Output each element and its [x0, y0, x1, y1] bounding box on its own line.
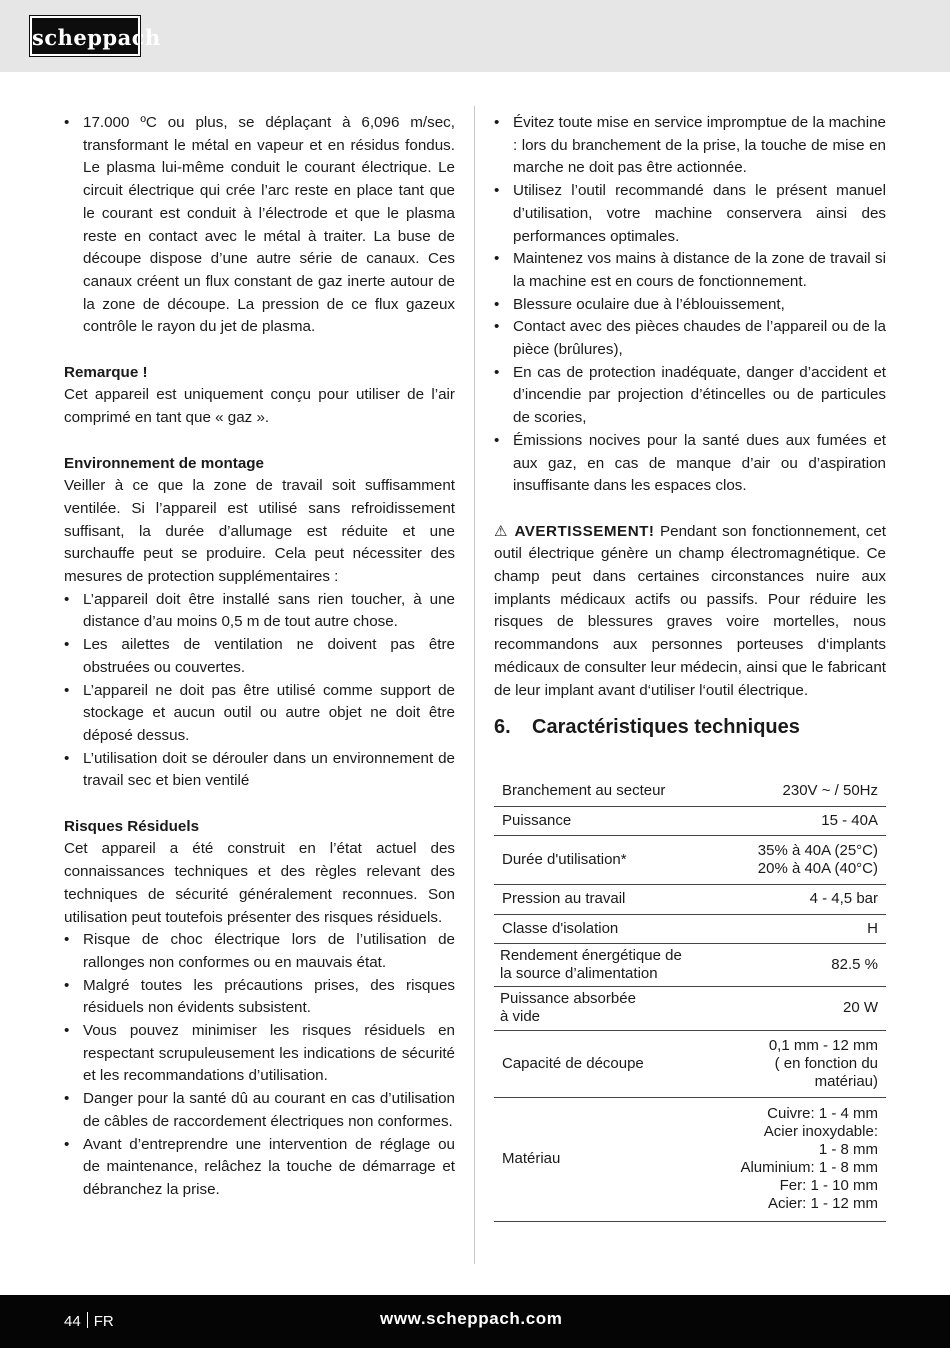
warning-triangle-icon: ⚠: [494, 522, 509, 540]
list-item: • Utilisez l’outil recommandé dans le présent manuel d’utilisation, votre machine conservera ainsi des performances optimales.: [494, 180, 886, 248]
column-divider: [474, 106, 475, 1264]
spec-value: 230V ~ / 50Hz: [714, 776, 886, 806]
spec-label: Branchement au secteur: [494, 776, 714, 806]
page-header: [0, 0, 950, 72]
list-item: • L’appareil doit être installé sans rien toucher, à une distance d’au moins 0,5 m de tout autre chose.: [64, 589, 455, 634]
spec-label: Capacité de découpe: [494, 1030, 714, 1097]
page-footer: [0, 1295, 950, 1348]
list-item: • Danger pour la santé dû au courant en cas d’utilisation de câbles de raccordement électriques non conformes.: [64, 1088, 455, 1133]
table-row: [494, 1030, 886, 1097]
list-item: • Risque de choc électrique lors de l’utilisation de rallonges non conformes ou en mauvais état.: [64, 929, 455, 974]
spec-value: 4 - 4,5 bar: [714, 884, 886, 914]
list-item: • Avant d’entreprendre une intervention de réglage ou de maintenance, relâchez la touche de démarrage et débranchez la prise.: [64, 1134, 455, 1202]
warning-text: Pendant son fonctionnement, cet outil électrique génère un champ électromagnétique. Ce champ peut dans certaines circonstances nuire aux implants médicaux actifs ou passifs. Pour réduire les risques de blessures graves voire mortelles, nous recommandons aux personnes porteuses d‘implants médicaux de consulter leur médecin, ainsi que le fabricant de leur implant avant d‘utiliser l‘outil électrique.: [494, 522, 886, 699]
list-item: • Évitez toute mise en service impromptue de la machine : lors du branchement de la prise, la touche de mise en marche ne doit pas être actionnée.: [494, 112, 886, 180]
list-item: • Contact avec des pièces chaudes de l’appareil ou de la pièce (brûlures),: [494, 316, 886, 361]
list-item: • L’appareil ne doit pas être utilisé comme support de stockage et aucun outil ou autre objet ne doit être déposé dessus.: [64, 680, 455, 748]
table-row: [494, 835, 886, 884]
table-row: [494, 776, 886, 806]
spec-value: H: [714, 914, 886, 943]
spec-label: Puissance absorbée à vide: [494, 986, 714, 1030]
section-number: 6.: [494, 716, 511, 739]
website-link[interactable]: www.scheppach.com: [380, 1309, 563, 1328]
page-number: 44 FR: [64, 1313, 114, 1330]
warning-paragraph: [494, 521, 886, 703]
right-column: [494, 112, 886, 1222]
environment-text: Veiller à ce que la zone de travail soit suffisamment ventilée. Si l’appareil est utilisé sans refroidissement suffisant, la durée d’allumage est réduite et une surchauffe peut se produire. Cela peut nécessiter des mesures de protection supplémentaires :: [64, 477, 455, 586]
safety-list: [494, 112, 886, 498]
environment-list: [64, 589, 455, 793]
section-title-text: Caractéristiques techniques: [532, 716, 800, 739]
remark-heading: Remarque !: [64, 363, 148, 381]
list-item: • L’utilisation doit se dérouler dans un environnement de travail sec et bien ventilé: [64, 748, 455, 793]
spec-label: Classe d'isolation: [494, 914, 714, 943]
spec-label: Durée d'utilisation*: [494, 835, 714, 884]
remark-text: Cet appareil est uniquement conçu pour utiliser de l’air comprimé en tant que « gaz ».: [64, 386, 455, 427]
spec-label: Puissance: [494, 806, 714, 835]
list-item: • Vous pouvez minimiser les risques résiduels en respectant scrupuleusement les indications de sécurité et les recommandations d’utilisation.: [64, 1020, 455, 1088]
list-item: • Malgré toutes les précautions prises, des risques résiduels non évidents subsistent.: [64, 975, 455, 1020]
spec-value: 20 W: [714, 986, 886, 1030]
environment-heading: Environnement de montage: [64, 454, 264, 472]
intro-list: [64, 112, 455, 339]
table-row: [494, 806, 886, 835]
residual-risks-heading: Risques Résiduels: [64, 817, 200, 835]
residual-risks-text: Cet appareil a été construit en l’état actuel des connaissances techniques et des règles relevant des techniques de sécurité généralement reconnues. Son utilisation peut toutefois présenter des risques résiduels.: [64, 840, 455, 926]
spec-value: 15 - 40A: [714, 806, 886, 835]
left-column: [64, 112, 455, 1202]
table-row: [494, 943, 886, 986]
list-item: • Les ailettes de ventilation ne doivent pas être obstruées ou couvertes.: [64, 634, 455, 679]
spec-value: 0,1 mm - 12 mm ( en fonction du matériau): [714, 1030, 886, 1097]
spec-value: Cuivre: 1 - 4 mm Acier inoxydable: 1 - 8 mm Aluminium: 1 - 8 mm Fer: 1 - 10 mm Acier: 1 - 12 mm: [714, 1097, 886, 1221]
table-row: [494, 884, 886, 914]
spec-label: Matériau: [494, 1097, 714, 1221]
residual-risks-list: [64, 929, 455, 1201]
table-row: [494, 1097, 886, 1221]
spec-label: Rendement énergétique de la source d’alimentation: [494, 943, 714, 986]
list-item: • En cas de protection inadéquate, danger d’accident et d’incendie par projection d’étincelles ou de particules de scories,: [494, 362, 886, 430]
spec-table: [494, 776, 886, 1222]
list-item: • Émissions nocives pour la santé dues aux fumées et aux gaz, en cas de manque d’air ou d’aspiration insuffisante dans les espaces clos.: [494, 430, 886, 498]
list-item: • Maintenez vos mains à distance de la zone de travail si la machine est en cours de fonctionnement.: [494, 248, 886, 293]
spec-value: 82.5 %: [714, 943, 886, 986]
spec-label: Pression au travail: [494, 884, 714, 914]
section-title: [494, 712, 886, 742]
table-row: [494, 914, 886, 943]
list-item: • Blessure oculaire due à l’éblouissement,: [494, 294, 886, 317]
spec-value: 35% à 40A (25°C) 20% à 40A (40°C): [714, 835, 886, 884]
warning-label: AVERTISSEMENT!: [514, 522, 655, 540]
table-row: [494, 986, 886, 1030]
list-item: • 17.000 ºC ou plus, se déplaçant à 6,096 m/sec, transformant le métal en vapeur et en résidus fondus. Le plasma lui-même conduit le courant électrique. Le circuit électrique qui crée l’arc reste en place tant que le courant est conduit à l’électrode et que le plasma reste en contact avec le métal à traiter. La buse de découpe dispose d’une autre série de canaux. Ces canaux créent un flux constant de gaz inerte autour de la zone de découpe. La pression de ce flux gazeux contrôle le rayon du jet de plasma.: [64, 112, 455, 339]
scheppach-logo: scheppach: [30, 16, 140, 56]
